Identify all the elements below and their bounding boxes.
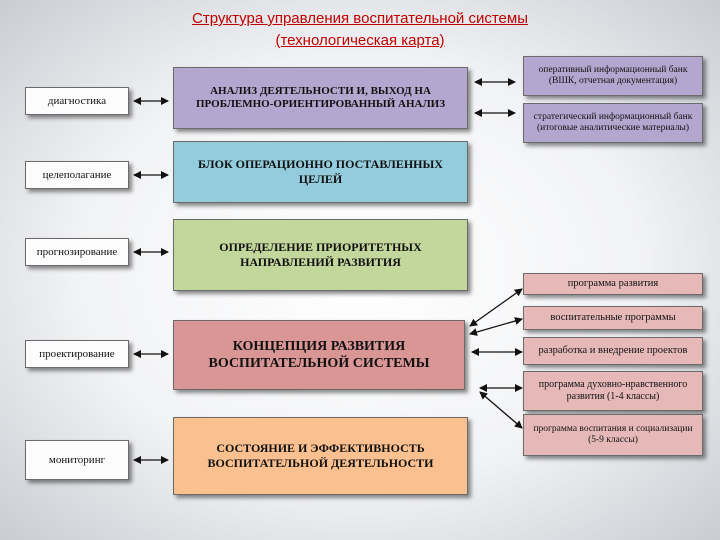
arrow-eduprog-social (480, 392, 522, 428)
right-box-socialization-program (523, 414, 703, 456)
center-label: КОНЦЕПЦИЯ РАЗВИТИЯ ВОСПИТАТЕЛЬНОЙ СИСТЕМЫ (208, 338, 430, 371)
right-box-strategic-bank (523, 103, 703, 143)
right-label: программа развития (567, 277, 659, 289)
left-box-diagnostics (25, 87, 129, 115)
left-label: проектирование (39, 348, 115, 360)
right-label: программа воспитания и социализации (5-9 классы) (533, 423, 693, 445)
right-box-projects (523, 337, 703, 365)
right-box-operational-bank (523, 56, 703, 96)
left-box-design (25, 340, 129, 368)
right-box-development-program (523, 273, 703, 295)
left-label: целеполагание (42, 169, 112, 181)
left-box-monitoring (25, 440, 129, 480)
left-box-goal-setting (25, 161, 129, 189)
right-box-spiritual-program (523, 371, 703, 411)
left-label: прогнозирование (36, 246, 118, 258)
left-box-forecasting (25, 238, 129, 266)
right-box-educational-programs (523, 306, 703, 330)
center-box-concept (173, 320, 465, 390)
left-label: диагностика (47, 95, 107, 107)
title-line-1: Структура управления воспитательной системы (192, 10, 528, 27)
center-label: БЛОК ОПЕРАЦИОННО ПОСТАВЛЕННЫХ ЦЕЛЕЙ (198, 157, 443, 186)
right-label: воспитательные программы (550, 311, 676, 323)
center-label: ОПРЕДЕЛЕНИЕ ПРИОРИТЕТНЫХ НАПРАВЛЕНИЙ РАЗВИТИЯ (219, 240, 422, 269)
center-label: СОСТОЯНИЕ И ЭФФЕКТИВНОСТЬ ВОСПИТАТЕЛЬНОЙ ДЕЯТЕЛЬНОСТИ (207, 441, 434, 470)
center-label: АНАЛИЗ ДЕЯТЕЛЬНОСТИ И, ВЫХОД НА ПРОБЛЕМНО-ОРИЕНТИРОВАННЫЙ АНАЛИЗ (195, 84, 446, 110)
left-label: мониторинг (48, 454, 106, 466)
right-label: разработка и внедрение проектов (538, 344, 688, 356)
center-box-goals (173, 141, 468, 203)
center-box-state (173, 417, 468, 495)
center-box-analysis (173, 67, 468, 129)
center-box-priorities (173, 219, 468, 291)
right-label: стратегический информационный банк (итоговые аналитические материалы) (533, 111, 693, 133)
right-label: оперативный информационный банк (ВШК, отчетная документация) (538, 64, 688, 86)
arrow-concept-devprog (470, 289, 522, 326)
right-label: программа духовно-нравственного развития (1-4 классы) (538, 379, 688, 402)
arrow-concept-eduprog (470, 319, 522, 334)
title-line-2: (технологическая карта) (275, 32, 445, 49)
